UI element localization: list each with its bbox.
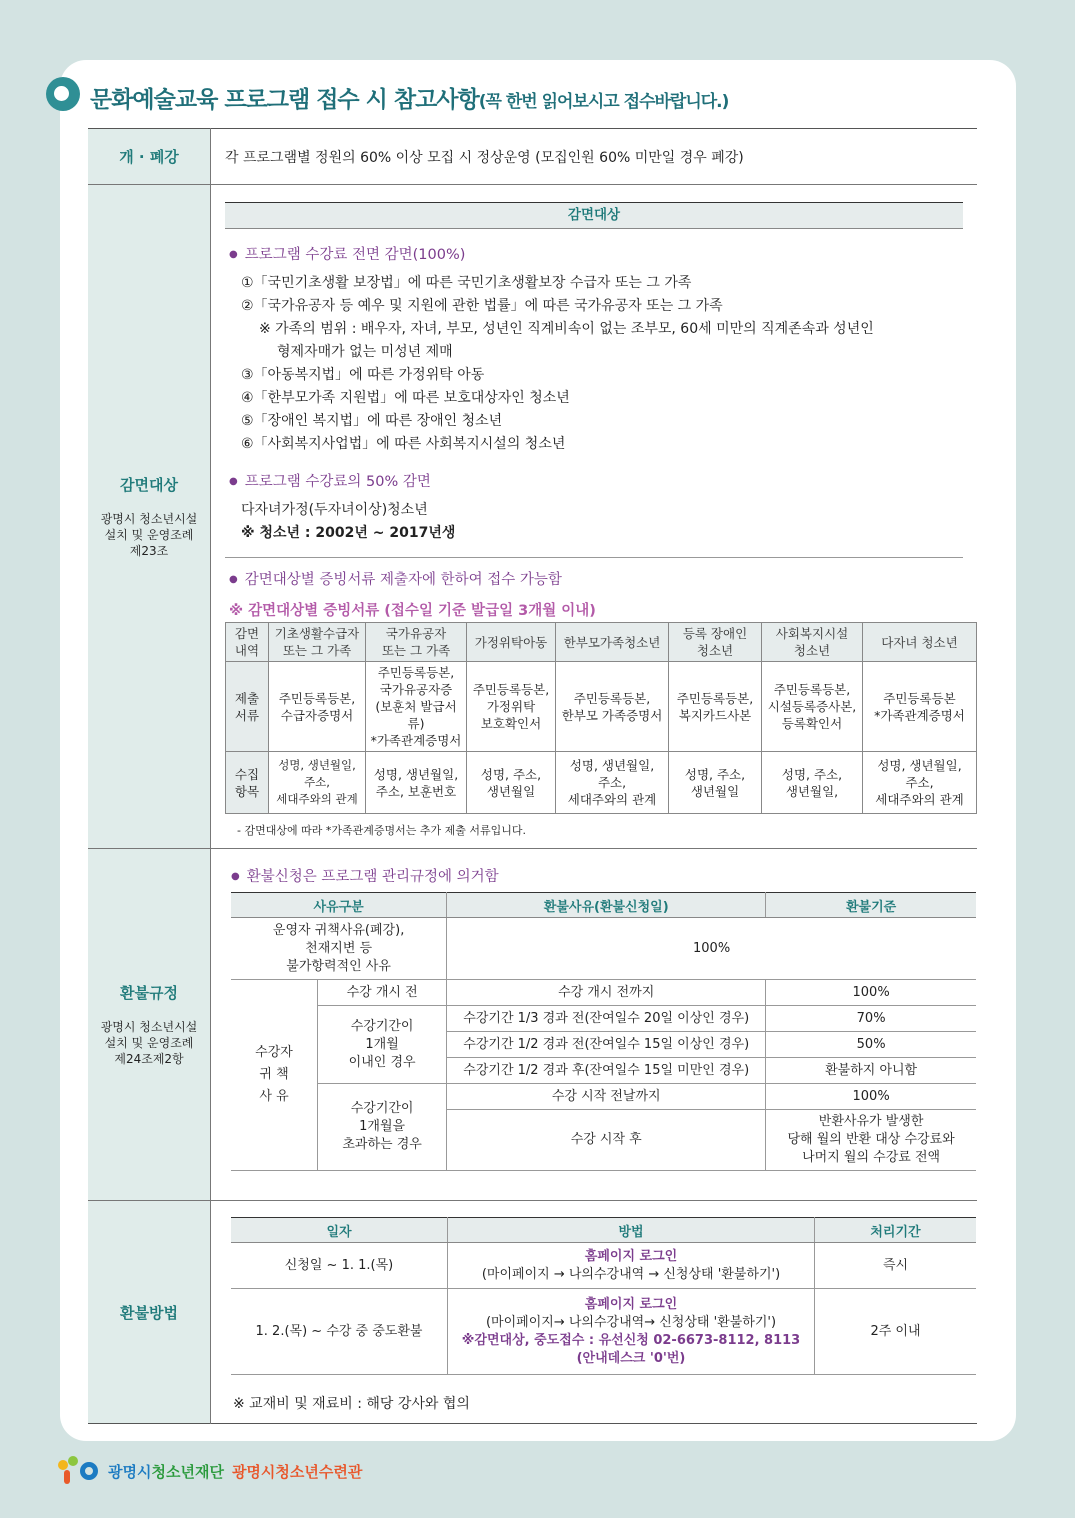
- refund-rule-bullet: ● 환불신청은 프로그램 관리규정에 의거함: [231, 865, 977, 886]
- org1-a: 광명시: [108, 1462, 152, 1481]
- doc-footnote: - 감면대상에 따라 *가족관계증명서는 추가 제출 서류입니다.: [237, 824, 526, 837]
- method-title: 홈페이지 로그인: [584, 1296, 678, 1312]
- doc-row-label: 수집 항목: [226, 752, 269, 814]
- doc-header: 가정위탁아동: [467, 623, 556, 662]
- info-card: [60, 60, 1016, 1441]
- refund-header: 환불사유(환불신청일): [447, 893, 766, 918]
- org2: 광명시청소년수련관: [231, 1462, 363, 1481]
- method-header: 처리기간: [815, 1218, 977, 1243]
- page-title: 문화예술교육 프로그램 접수 시 참고사항(꼭 한번 읽어보시고 접수바랍니다.): [90, 87, 729, 113]
- doc-cell: 주민등록등본, 국가유공자증 (보훈처 발급서류) *가족관계증명서: [366, 662, 467, 752]
- over-rate: 100%: [766, 1084, 976, 1110]
- half-item: ※ 청소년 : 2002년 ~ 2017년생: [241, 525, 456, 541]
- full-reduction-title: ● 프로그램 수강료 전면 감면(100%): [229, 243, 977, 264]
- method-cell: [448, 1243, 815, 1289]
- refund-header: 사유구분: [231, 893, 447, 918]
- doc-cell: 성명, 생년월일, 주소, 세대주와의 관계: [269, 752, 366, 814]
- half-reduction-title: ● 프로그램 수강료의 50% 감면: [229, 470, 977, 491]
- refund-method-label: 환불방법: [88, 1201, 211, 1424]
- doc-cell: 주민등록등본 *가족관계증명서: [863, 662, 977, 752]
- method-detail: (마이페이지 → 나의수강내역 → 신청상태 '환불하기'): [481, 1266, 781, 1282]
- operator-reason: 운영자 귀책사유(폐강), 천재지변 등 불가항력적인 사유: [231, 918, 447, 980]
- refund-method-note: ※ 교재비 및 재료비 : 해당 강사와 협의: [233, 1396, 470, 1412]
- footer-logo: [58, 1456, 362, 1486]
- doc-cell: 성명, 생년월일, 주소, 세대주와의 관계: [863, 752, 977, 814]
- foundation-logo-icon: [58, 1456, 102, 1486]
- org1-b: 청소년재단: [151, 1462, 224, 1481]
- doc-cell: 주민등록등본, 수급자증명서: [269, 662, 366, 752]
- refund-law: 광명시 청소년시설 설치 및 운영조례 제24조제2항: [100, 1020, 198, 1066]
- under-rate: 50%: [766, 1032, 976, 1058]
- full-item: ①「국민기초생활 보장법」에 따른 국민기초생활보장 수급자 또는 그 가족: [241, 275, 692, 291]
- refund-rule-label: 환불규정 광명시 청소년시설 설치 및 운영조례 제24조제2항: [88, 849, 211, 1201]
- doc-cell: 성명, 생년월일, 주소, 보훈번호: [366, 752, 467, 814]
- before-label: 수강 개시 전: [318, 980, 447, 1006]
- full-item: ③「아동복지법」에 따른 가정위탁 아동: [241, 367, 485, 383]
- doc-header: 국가유공자 또는 그 가족: [366, 623, 467, 662]
- full-item: ④「한부모가족 지원법」에 따른 보호대상자인 청소년: [241, 390, 570, 406]
- refund-rule-table: [231, 892, 976, 1171]
- open-close-text: 각 프로그램별 정원의 60% 이상 모집 시 정상운영 (모집인원 60% 미만일 경우 폐강): [211, 129, 978, 185]
- reduction-band: 감면대상: [225, 202, 963, 229]
- doc-header: 기초생활수급자 또는 그 가족: [269, 623, 366, 662]
- method-extra: ※감면대상, 중도접수 : 유선신청 02-6673-8112, 8113 (안내데스크 '0'번): [461, 1332, 801, 1366]
- full-item: ②「국가유공자 등 예우 및 지원에 관한 법률」에 따른 국가유공자 또는 그 가족: [241, 298, 723, 314]
- over-rate: 반환사유가 발생한 당해 월의 반환 대상 수강료와 나머지 월의 수강료 전액: [766, 1110, 976, 1171]
- open-close-label: 개 · 폐강: [88, 129, 211, 185]
- refund-method-table: [231, 1217, 976, 1375]
- method-detail: (마이페이지→ 나의수강내역→ 신청상태 '환불하기'): [485, 1314, 777, 1330]
- under-label: 수강기간이 1개월 이내인 경우: [318, 1006, 447, 1084]
- full-item: ⑤「장애인 복지법」에 따른 장애인 청소년: [241, 413, 503, 429]
- before-reason: 수강 개시 전까지: [447, 980, 766, 1006]
- doc-row-label: 제출 서류: [226, 662, 269, 752]
- method-title: 홈페이지 로그인: [584, 1248, 678, 1264]
- half-item: 다자녀가정(두자녀이상)청소년: [241, 502, 428, 518]
- over-reason: 수강 시작 후: [447, 1110, 766, 1171]
- method-period: 즉시: [815, 1243, 977, 1289]
- under-rate: 70%: [766, 1006, 976, 1032]
- doc-header: 등록 장애인 청소년: [669, 623, 762, 662]
- doc-header: 사회복지시설 청소년: [762, 623, 863, 662]
- full-item: 형제자매가 없는 미성년 제매: [277, 344, 453, 360]
- title-bullet-icon: [46, 77, 80, 111]
- student-reason: 수강자 귀 책 사 유: [231, 980, 318, 1171]
- doc-cell: 주민등록등본, 시설등록증사본, 등록확인서: [762, 662, 863, 752]
- before-rate: 100%: [766, 980, 976, 1006]
- doc-table: [225, 622, 977, 814]
- doc-header: 한부모가족청소년: [556, 623, 669, 662]
- doc-cell: 성명, 주소, 생년월일: [669, 752, 762, 814]
- method-period: 2주 이내: [815, 1289, 977, 1375]
- over-reason: 수강 시작 전날까지: [447, 1084, 766, 1110]
- doc-cell: 성명, 주소, 생년월일: [467, 752, 556, 814]
- notice-table: [88, 128, 977, 1424]
- method-cell: [448, 1289, 815, 1375]
- under-reason: 수강기간 1/2 경과 전(잔여일수 15일 이상인 경우): [447, 1032, 766, 1058]
- method-date: 1. 2.(목) ~ 수강 중 중도환불: [231, 1289, 448, 1375]
- reduction-law: 광명시 청소년시설 설치 및 운영조례 제23조: [100, 512, 198, 558]
- doc-title: ● 감면대상별 증빙서류 제출자에 한하여 접수 가능함: [229, 568, 977, 589]
- full-item: ※ 가족의 범위 : 배우자, 자녀, 부모, 성년인 직계비속이 없는 조부모, 60세 미만의 직계존속과 성년인: [259, 321, 874, 337]
- doc-cell: 주민등록등본, 복지카드사본: [669, 662, 762, 752]
- doc-corner: 감면 내역: [226, 623, 269, 662]
- method-date: 신청일 ~ 1. 1.(목): [231, 1243, 448, 1289]
- doc-cell: 주민등록등본, 한부모 가족증명서: [556, 662, 669, 752]
- under-reason: 수강기간 1/2 경과 후(잔여일수 15일 미만인 경우): [447, 1058, 766, 1084]
- doc-header: 다자녀 청소년: [863, 623, 977, 662]
- doc-cell: 성명, 주소, 생년월일,: [762, 752, 863, 814]
- doc-cell: 성명, 생년월일, 주소, 세대주와의 관계: [556, 752, 669, 814]
- reduction-label: 감면대상 광명시 청소년시설 설치 및 운영조례 제23조: [88, 185, 211, 849]
- doc-cell: 주민등록등본, 가정위탁 보호확인서: [467, 662, 556, 752]
- over-label: 수강기간이 1개월을 초과하는 경우: [318, 1084, 447, 1171]
- method-header: 방법: [448, 1218, 815, 1243]
- method-header: 일자: [231, 1218, 448, 1243]
- operator-rate: 100%: [447, 918, 976, 980]
- doc-note: ※ 감면대상별 증빙서류 (접수일 기준 발급일 3개월 이내): [229, 603, 596, 619]
- under-rate: 환불하지 아니함: [766, 1058, 976, 1084]
- under-reason: 수강기간 1/3 경과 전(잔여일수 20일 이상인 경우): [447, 1006, 766, 1032]
- full-item: ⑥「사회복지사업법」에 따른 사회복지시설의 청소년: [241, 436, 566, 452]
- refund-header: 환불기준: [766, 893, 976, 918]
